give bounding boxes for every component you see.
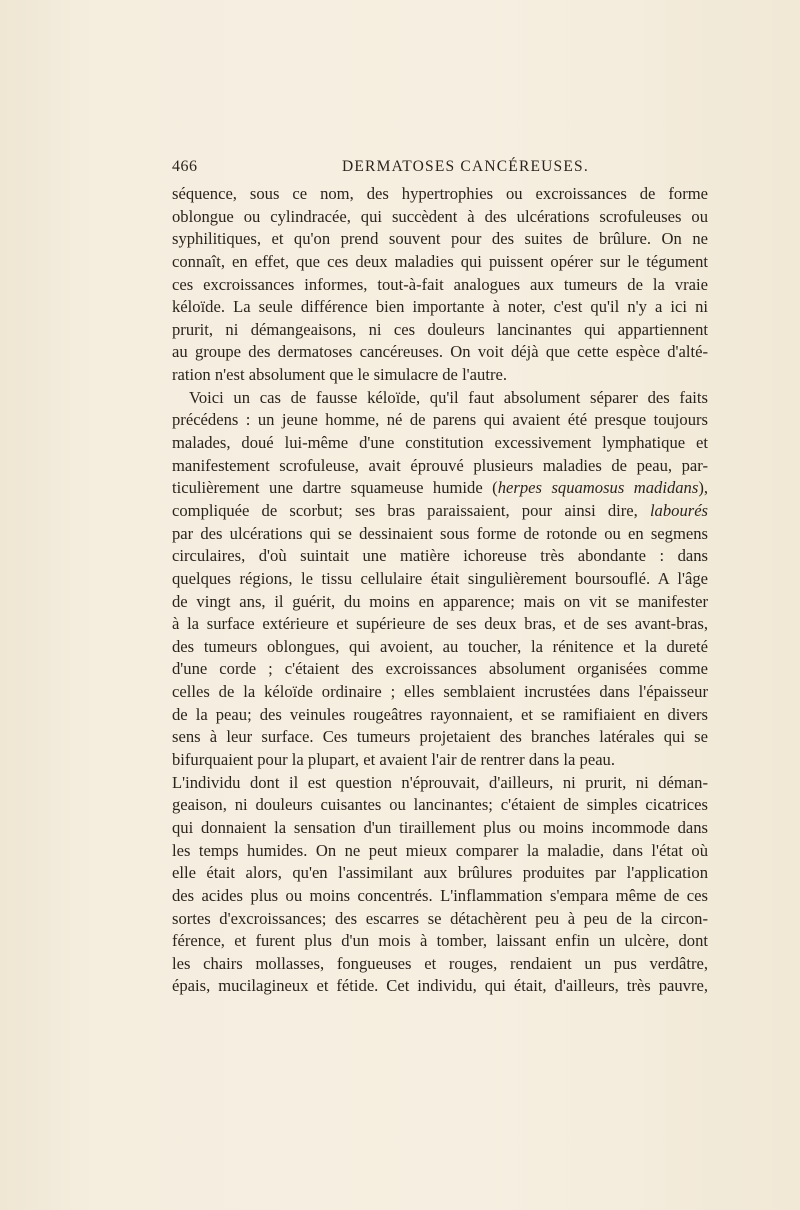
text-line: à la surface extérieure et supérieure de ses deux bras, et de ses avant-bras,	[172, 614, 708, 634]
text-line: de vingt ans, il guérit, du moins en apparence; mais on vit se manifester	[172, 591, 708, 611]
text-line: férence, et furent plus d'un mois à tomber, laissant enfin un ulcère, dont	[172, 931, 708, 951]
page-header	[172, 158, 712, 182]
text-segment: ),	[698, 478, 708, 498]
text-line: prurit, ni démangeaisons, ni ces douleurs lancinantes qui appartiennent	[172, 319, 708, 339]
text-line: connaît, en effet, que ces deux maladies qui puissent opérer sur le tégument	[172, 251, 708, 271]
text-segment: ticulièrement une dartre squameuse humide (	[172, 478, 498, 498]
text-segment: compliquée de scorbut; ses bras paraissaient, pour ainsi dire,	[172, 500, 638, 520]
text-line: les chairs mollasses, fongueuses et rouges, rendaient un pus verdâtre,	[172, 953, 708, 973]
running-head: DERMATOSES CANCÉREUSES.	[342, 158, 589, 175]
text-line: des acides plus ou moins concentrés. L'inflammation s'empara même de ces	[172, 885, 708, 905]
text-line: elle était alors, qu'en l'assimilant aux brûlures produites par l'application	[172, 863, 708, 883]
text-line: ces excroissances informes, tout-à-fait analogues aux tumeurs de la vraie	[172, 274, 708, 294]
text-line: qui donnaient la sensation d'un tiraillement plus ou moins incommode dans	[172, 817, 708, 837]
text-line: kéloïde. La seule différence bien importante à noter, c'est qu'il n'y a ici ni	[172, 297, 708, 317]
text-line: sortes d'excroissances; des escarres se détachèrent peu à peu de la circon-	[172, 908, 708, 928]
text-line: ration n'est absolument que le simulacre de l'autre.	[172, 365, 507, 385]
text-line: des tumeurs oblongues, qui avoient, au toucher, la rénitence et la dureté	[172, 636, 708, 656]
text-line	[172, 500, 708, 523]
text-line: manifestement scrofuleuse, avait éprouvé plusieurs maladies de peau, par-	[172, 455, 708, 475]
text-line: de la peau; des veinules rougeâtres rayonnaient, et se ramifiaient en divers	[172, 704, 708, 724]
text-line: sens à leur surface. Ces tumeurs projetaient des branches latérales qui se	[172, 727, 708, 747]
text-line: celles de la kéloïde ordinaire ; elles semblaient incrustées dans l'épaisseur	[172, 682, 708, 702]
text-line: geaison, ni douleurs cuisantes ou lancinantes; c'étaient de simples cicatrices	[172, 795, 708, 815]
latin-term: herpes squamosus madidans	[497, 478, 699, 498]
text-line: oblongue ou cylindracée, qui succèdent à des ulcérations scrofuleuses ou	[172, 206, 708, 226]
text-line	[172, 477, 708, 500]
text-line: séquence, sous ce nom, des hypertrophies ou excroissances de forme	[172, 184, 708, 203]
text-line: syphilitiques, et qu'on prend souvent pour des suites de brûlure. On ne	[172, 229, 708, 249]
text-line: bifurquaient pour la plupart, et avaient l'air de rentrer dans la peau.	[172, 750, 615, 770]
page-number: 466	[172, 158, 198, 175]
text-line: Voici un cas de fausse kéloïde, qu'il faut absolument séparer des faits	[189, 387, 708, 407]
text-line: épais, mucilagineux et fétide. Cet individu, qui était, d'ailleurs, très pauvre,	[172, 976, 708, 996]
text-line: L'individu dont il est question n'éprouvait, d'ailleurs, ni prurit, ni déman-	[172, 772, 708, 792]
italic-term: labourés	[649, 500, 709, 520]
text-line: d'une corde ; c'étaient des excroissances absolument organisées comme	[172, 659, 708, 679]
text-line: par des ulcérations qui se dessinaient sous forme de rotonde ou en segmens	[172, 523, 708, 543]
text-line: circulaires, d'où suintait une matière ichoreuse très abondante : dans	[172, 546, 708, 566]
text-line: quelques régions, le tissu cellulaire était singulièrement boursouflé. A l'âge	[172, 568, 708, 588]
text-line: au groupe des dermatoses cancéreuses. On voit déjà que cette espèce d'alté-	[172, 342, 708, 362]
body-text	[172, 183, 708, 998]
text-line: précédens : un jeune homme, né de parens qui avaient été presque toujours	[172, 410, 708, 430]
text-line: les temps humides. On ne peut mieux comparer la maladie, dans l'état où	[172, 840, 708, 860]
text-line: malades, doué lui-même d'une constitution excessivement lymphatique et	[172, 433, 708, 453]
